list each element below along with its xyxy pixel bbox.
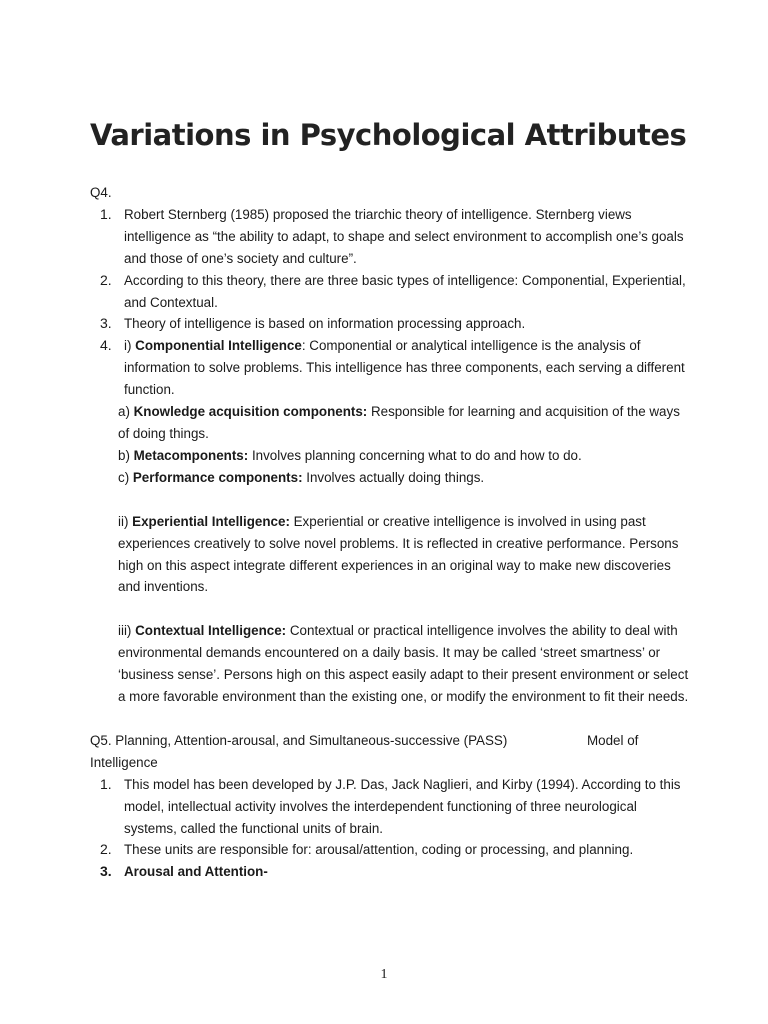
list-text: These units are responsible for: arousal/attention, coding or processing, and planning. — [124, 842, 634, 858]
q5-heading-tail: Model of — [587, 732, 639, 748]
q5-heading-main: Q5. Planning, Attention-arousal, and Simultaneous-successive (PASS) — [90, 732, 508, 748]
q5-list-item — [90, 774, 690, 840]
list-number: 2. — [100, 271, 112, 288]
term-bold: Performance components: — [132, 469, 303, 485]
list-text: : Componential or analytical intelligence is the analysis of information to solve problems. This intelligence has three components, each serving a different function. — [124, 338, 685, 398]
document-title: Variations in Psychological Attributes — [90, 118, 687, 152]
list-number: 4. — [100, 337, 112, 354]
term-bold: Knowledge acquisition components: — [133, 404, 368, 420]
list-text: According to this theory, there are three basic types of intelligence: Componential, Experiential, and Contextual. — [124, 272, 686, 310]
term-bold: Arousal and Attention- — [124, 864, 268, 880]
q5-heading — [90, 730, 690, 752]
q4-list-item — [90, 313, 690, 335]
q5-list-item — [90, 861, 690, 883]
component-prefix: b) — [118, 447, 134, 463]
component-prefix: c) — [118, 469, 133, 485]
component-a — [90, 401, 690, 445]
page-number: 1 — [380, 967, 388, 982]
term-bold: Metacomponents: — [133, 447, 249, 463]
q5-list-item — [90, 839, 690, 861]
spacer — [90, 708, 690, 730]
component-text: Involves planning concerning what to do and how to do. — [248, 447, 582, 463]
contextual-paragraph — [90, 620, 690, 708]
q4-list-item — [90, 270, 690, 314]
component-text: Responsible for learning and acquisition of the ways of doing things. — [118, 404, 680, 441]
spacer — [90, 489, 690, 511]
term-bold: Experiential Intelligence: — [132, 513, 290, 529]
component-b — [90, 445, 690, 467]
experiential-paragraph — [90, 511, 690, 599]
list-text: Robert Sternberg (1985) proposed the triarchic theory of intelligence. Sternberg views intelligence as “the ability to adapt, to shape and select environment to accomplish one’s goals and those of one’s society and culture”. — [124, 206, 684, 266]
term-bold: Contextual Intelligence: — [135, 623, 287, 639]
list-number: 3. — [100, 315, 112, 332]
paragraph-text: Contextual or practical intelligence involves the ability to deal with environmental demands encountered on a daily basis. It may be called ‘street smartness’ or ‘business sense’. Persons high on this aspect easily adapt to their present environment or select a more favorable environment than the existing one, or modify the environment to fit their needs. — [118, 623, 689, 705]
paragraph-prefix: iii) — [118, 623, 136, 639]
document-body — [90, 182, 690, 883]
paragraph-prefix: ii) — [118, 513, 133, 529]
q4-label: Q4. — [90, 185, 112, 200]
q5-heading-line2: Intelligence — [90, 754, 158, 770]
spacer — [90, 598, 690, 620]
list-number: 3. — [100, 863, 112, 880]
list-number: 1. — [100, 205, 112, 222]
component-c — [90, 467, 690, 489]
list-number: 2. — [100, 841, 112, 858]
component-prefix: a) — [118, 404, 134, 420]
term-bold: Componential Intelligence — [135, 338, 302, 354]
list-text: Theory of intelligence is based on information processing approach. — [124, 316, 526, 332]
component-text: Involves actually doing things. — [302, 469, 485, 485]
list-number: 1. — [100, 775, 112, 792]
list-prefix: i) — [124, 338, 136, 354]
q4-list-item — [90, 204, 690, 270]
list-text: This model has been developed by J.P. Das, Jack Naglieri, and Kirby (1994). According to this model, intellectual activity involves the interdependent functioning of three neurological systems, called the functional units of brain. — [124, 776, 681, 836]
q4-list-item — [90, 335, 690, 401]
paragraph-text: Experiential or creative intelligence is involved in using past experiences creatively to solve novel problems. It is reflected in creative performance. Persons high on this aspect integrate different experiences in an original way to make new discoveries and inventions. — [118, 513, 679, 595]
